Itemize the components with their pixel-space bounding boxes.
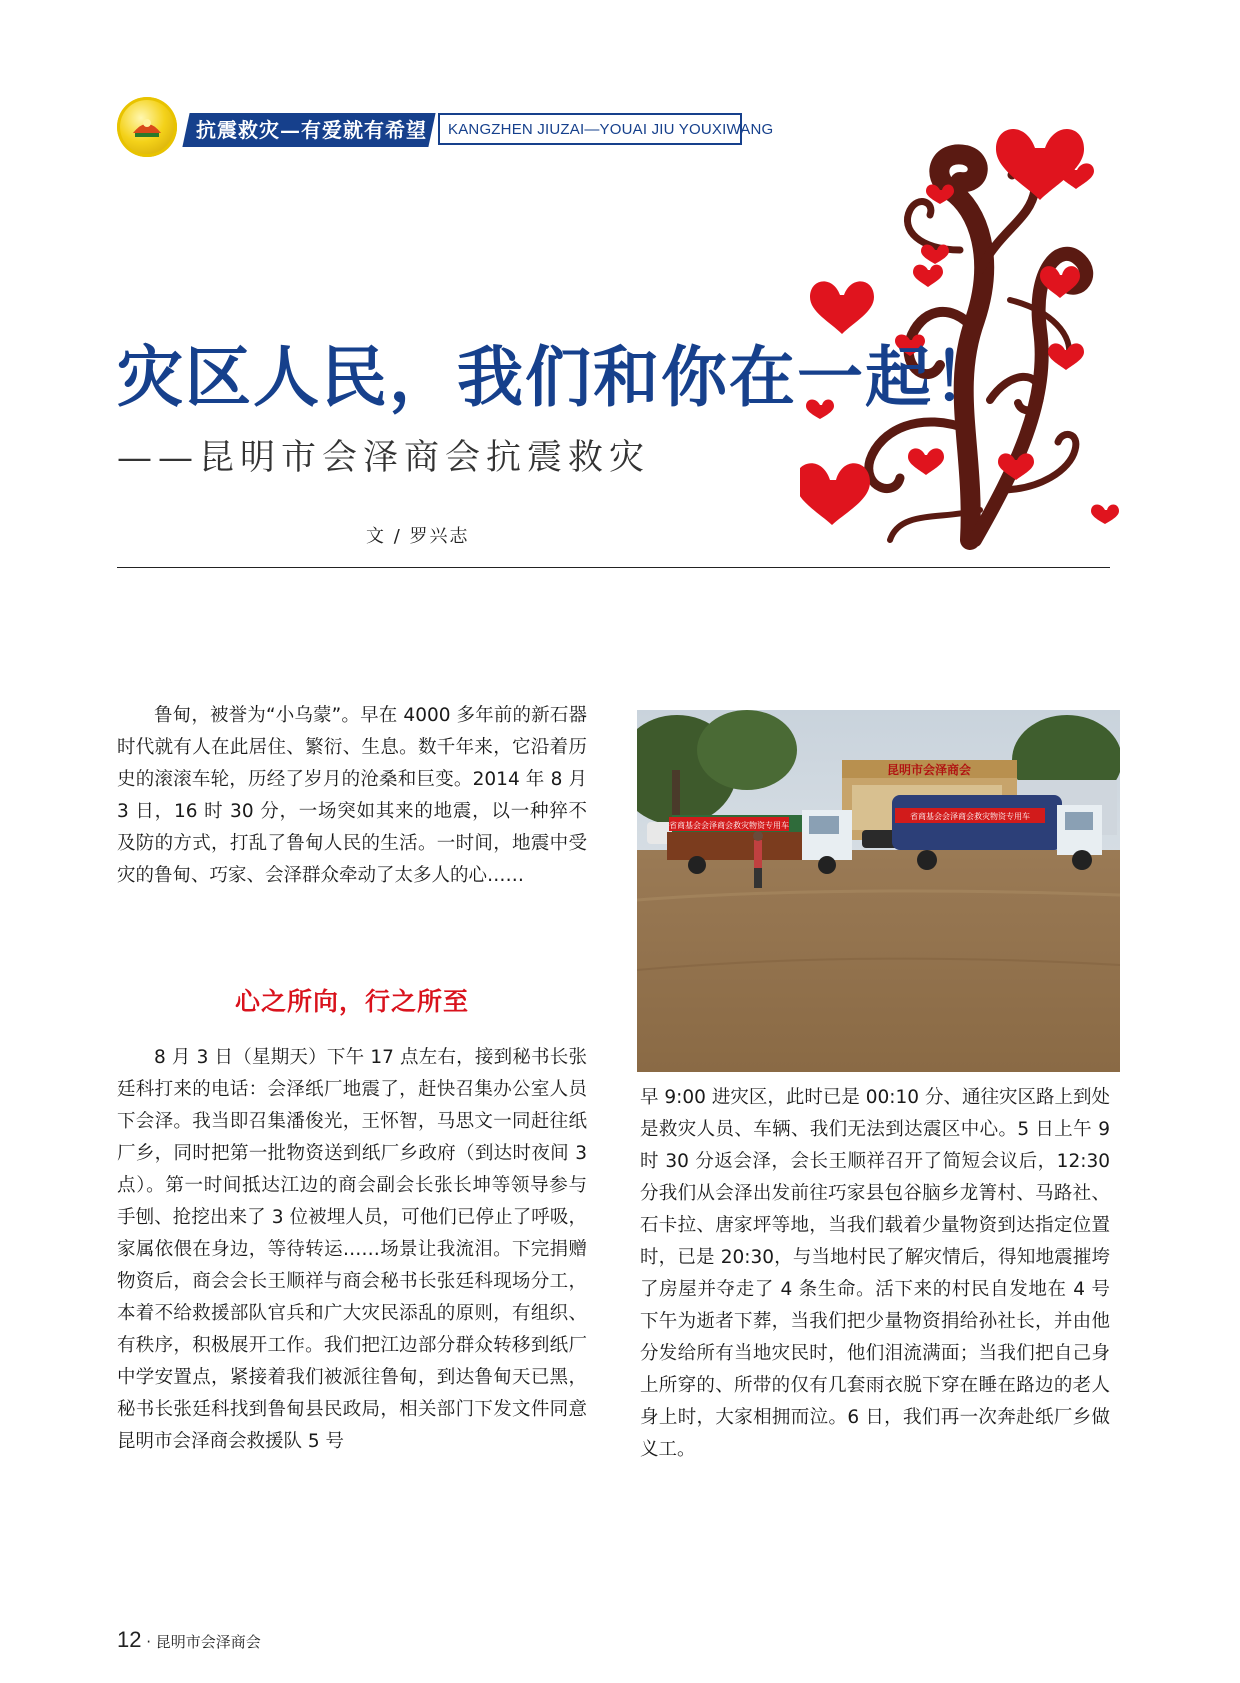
- section-heading: 心之所向，行之所至: [234, 987, 469, 1016]
- truck-banner-right: 省商基会会泽商会救灾物资专用车: [910, 812, 1030, 821]
- heart-icon: [996, 129, 1084, 200]
- heart-tree-illustration: [800, 70, 1160, 570]
- body-paragraph-right: 早 9:00 进灾区，此时已是 00:10 分、通往灾区路上到处是救灾人员、车辆、我们无法到达震区中心。5 日上午 9 时 30 分返会泽，会长王顺祥召开了简短会议后，12:30 分我们从会泽出发前往巧家县包谷脑乡龙箐村、马路社、石卡拉、唐家坪等地，当我们载着少量物资到达指定位置时，已是 20:30，与当地村民了解灾情后，得知地震摧垮了房屋并夺走了 4 条生命。活下来的村民自发地在 4 号下午为逝者下葬，当我们把少量物资捐给孙社长，并由他分发给所有当地灾民时，他们泪流满面；当我们把自己身上所穿的、所带的仅有几套雨衣脱下穿在睡在路边的老人身上时，大家相拥而泣。6 日，我们再一次奔赴纸厂乡做义工。: [640, 1087, 1110, 1460]
- article-subtitle: ——昆明市会泽商会抗震救灾: [117, 438, 651, 478]
- magazine-logo: [117, 97, 177, 157]
- author-byline: 文 / 罗兴志: [366, 526, 470, 547]
- logo-emblem-icon: [131, 113, 163, 139]
- relief-trucks-photo: [637, 710, 1120, 1072]
- intro-paragraph: 鲁甸，被誉为“小乌蒙”。早在 4000 多年前的新石器时代就有人在此居住、繁衍、生息。数千年来，它沿着历史的滚滚车轮，历经了岁月的沧桑和巨变。2014 年 8 月 3 日，16 时 30 分，一场突如其来的地震，以一种猝不及防的方式，打乱了鲁甸人民的生活。一时间，地震中受灾的鲁甸、巧家、会泽群众牵动了太多人的心……: [117, 705, 587, 886]
- page-number: 12: [117, 1627, 142, 1652]
- building-sign: 昆明市会泽商会: [886, 763, 972, 777]
- truck-banner-left: 省商基会会泽商会救灾物资专用车: [669, 821, 789, 830]
- title-divider: [117, 567, 1110, 568]
- section-band-title: 抗震救灾—有爱就有希望: [196, 118, 427, 142]
- intro-paragraph-column: [117, 700, 587, 892]
- section-band-pinyin: KANGZHEN JIUZAI—YOUAI JIU YOUXIWANG: [448, 121, 774, 138]
- body-paragraph-left: 8 月 3 日（星期天）下午 17 点左右，接到秘书长张廷科打来的电话：会泽纸厂地震了，赶快召集办公室人员下会泽。我当即召集潘俊光，王怀智，马思文一同赶往纸厂乡，同时把第一批物资送到纸厂乡政府（到达时夜间 3 点）。第一时间抵达江边的商会副会长张长坤等领导参与手刨、抢挖出来了 3 位被埋人员，可他们已停止了呼吸，家属依偎在身边，等待转运……场景让我流泪。下完捐赠物资后，商会会长王顺祥与商会秘书长张廷科现场分工，本着不给救援部队官兵和广大灾民添乱的原则，有组织、有秩序，积极展开工作。我们把江边部分群众转移到纸厂中学安置点，紧接着我们被派往鲁甸，到达鲁甸天已黑，秘书长张廷科找到鲁甸县民政局，相关部门下发文件同意昆明市会泽商会救援队 5 号: [117, 1047, 587, 1452]
- publication-name: · 昆明市会泽商会: [146, 1633, 261, 1651]
- body-right-column: [640, 1082, 1110, 1466]
- page-footer: [117, 1627, 261, 1653]
- body-left-column: [117, 1042, 587, 1458]
- article-title: 灾区人民，我们和你在一起！: [117, 338, 1001, 416]
